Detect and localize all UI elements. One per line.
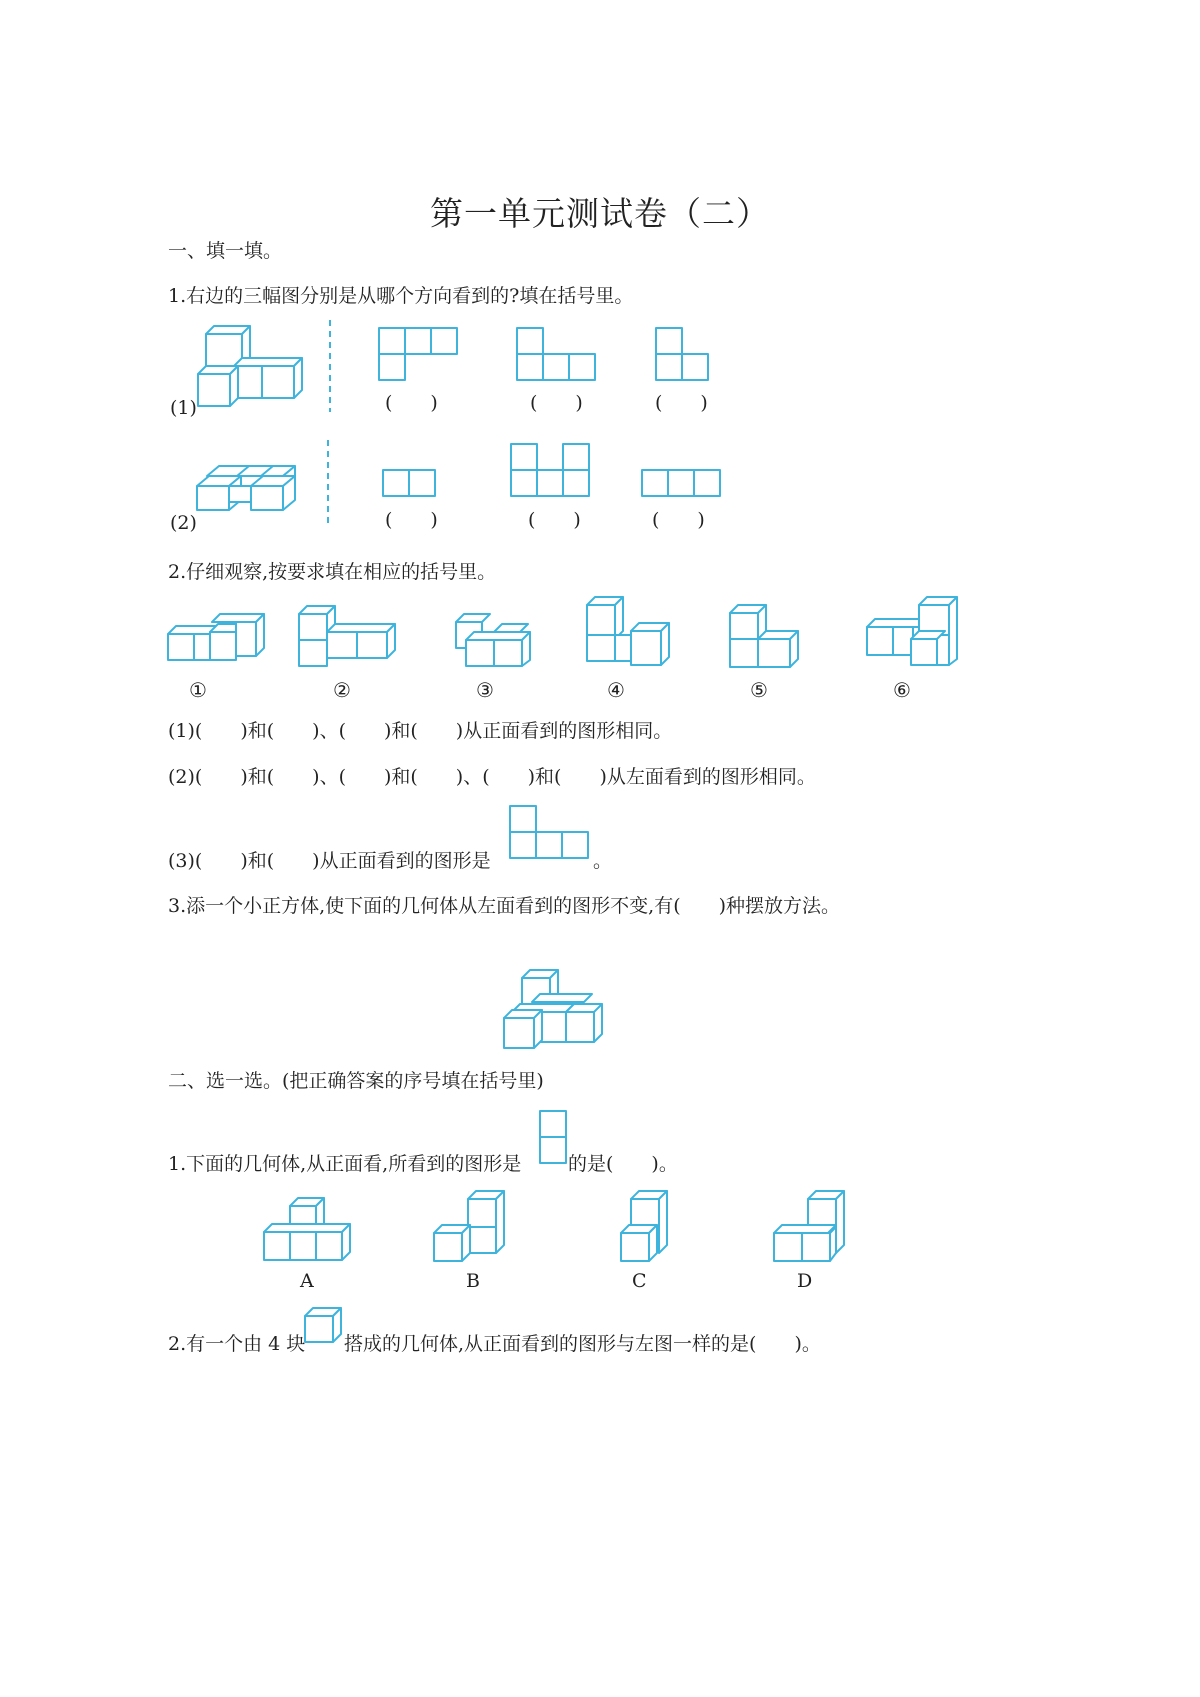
s2-q1-option-a-figure [262,1198,354,1264]
s1-q2-line3-pre: (3)( )和( )从正面看到的图形是 [168,850,491,872]
s2-q1-option-d-figure [772,1189,850,1265]
section1-heading: 一、填一填。 [168,240,283,262]
s1-q1-figure1-3d [190,326,310,410]
s1-q1-blank-1c[interactable]: ( ) [655,392,708,414]
s1-q2-figure1 [166,612,268,670]
s2-q2-post: 搭成的几何体,从正面看到的图形与左图一样的是( )。 [344,1333,821,1355]
s1-q1-blank-2a[interactable]: ( ) [385,509,438,531]
s1-q1-label2: (2) [170,512,197,534]
s1-q2-line3-post: 。 [593,850,613,872]
s1-q1-view1a [378,327,460,383]
s1-q1-view2a [382,469,438,499]
s1-q3-text: 3.添一个小正方体,使下面的几何体从左面看到的图形不变,有( )种摆放方法。 [168,895,841,917]
s1-q2-figure5 [728,603,804,671]
s1-q2-line3-shape [509,805,593,861]
s2-q2-pre: 2.有一个由 4 块 [168,1333,306,1355]
s2-q1-target-shape [539,1110,569,1168]
s2-q1-option-b-label[interactable]: B [466,1270,480,1292]
s2-q1-option-c-figure [619,1189,671,1265]
s1-q2-figure-label-2: ② [333,678,351,702]
s2-q1-post: 的是( )。 [568,1153,678,1175]
s2-q1-option-c-label[interactable]: C [632,1270,647,1292]
s2-q1-option-d-label[interactable]: D [797,1270,813,1292]
s2-q1-option-b-figure [432,1189,508,1265]
s1-q2-figure-label-1: ① [189,678,207,702]
s2-q1-pre: 1.下面的几何体,从正面看,所看到的图形是 [168,1153,522,1175]
s1-q2-line1: (1)( )和( )、( )和( )从正面看到的图形相同。 [168,720,673,742]
s1-q2-figure-label-5: ⑤ [750,678,768,702]
divider-2 [326,440,330,528]
s2-q1-option-a-label[interactable]: A [300,1270,314,1292]
s1-q3-figure [502,968,606,1052]
s1-q1-blank-2b[interactable]: ( ) [528,509,581,531]
s1-q2-figure-label-4: ④ [607,678,625,702]
s1-q1-figure2-3d [195,466,299,514]
section2-heading: 二、选一选。(把正确答案的序号填在括号里) [168,1070,544,1092]
s1-q2-text: 2.仔细观察,按要求填在相应的括号里。 [168,561,497,583]
s1-q2-figure-label-3: ③ [476,678,494,702]
s1-q2-figure6 [865,595,959,671]
s1-q2-figure-label-6: ⑥ [893,678,911,702]
s1-q1-blank-2c[interactable]: ( ) [652,509,705,531]
s1-q2-figure4 [585,595,681,671]
s1-q1-view2b [510,443,592,499]
s1-q2-figure2 [297,604,399,670]
s1-q2-line2: (2)( )和( )、( )和( )、( )和( )从左面看到的图形相同。 [168,766,816,788]
s1-q1-blank-1a[interactable]: ( ) [385,392,438,414]
s1-q1-text: 1.右边的三幅图分别是从哪个方向看到的?填在括号里。 [168,285,634,307]
s2-q2-cube-icon [303,1306,345,1346]
divider-1 [328,320,332,412]
s1-q1-blank-1b[interactable]: ( ) [530,392,583,414]
s1-q1-view2c [641,469,723,499]
s1-q1-label1: (1) [170,397,197,419]
s1-q2-figure3 [454,612,540,670]
page-title: 第一单元测试卷（二） [430,194,770,233]
s1-q1-view1b [516,327,598,383]
s1-q1-view1c [655,327,711,383]
